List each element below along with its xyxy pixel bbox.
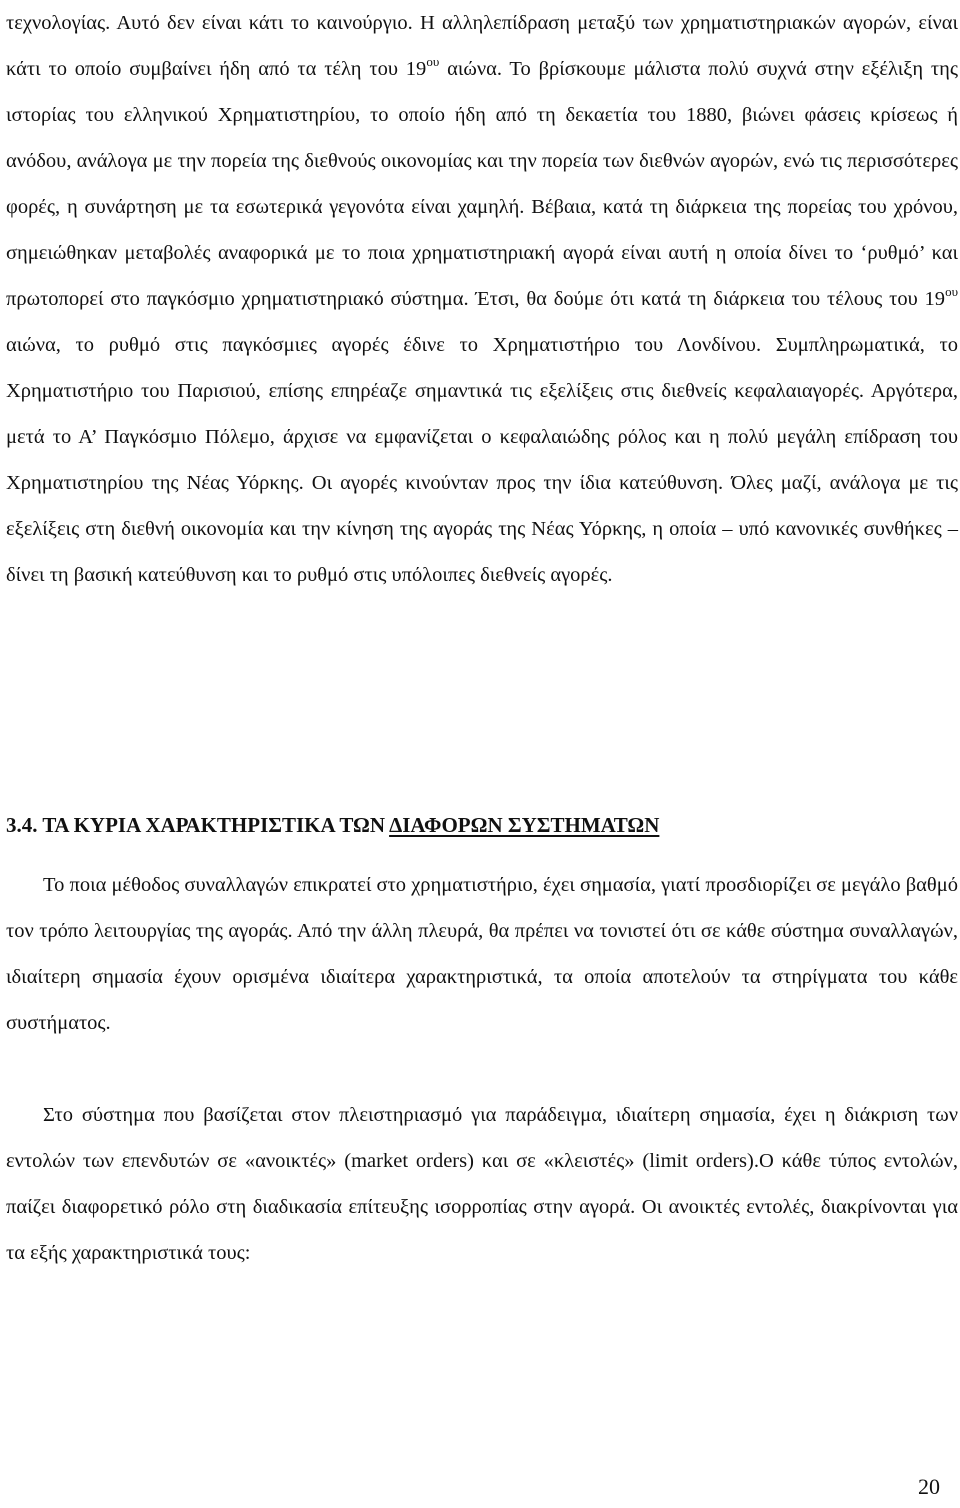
paragraph-text-segment: αιώνα, το ρυθμό στις παγκόσμιες αγορές έδινε το Χρηματιστήριο του Λονδίνου. Συμπληρωματικά, το Χρηματιστήριο του Παρισιού, επίσης επηρέαζε σημαντικά τις εξελίξεις στις διεθνείς κεφαλαιαγορές. Αργότερα, μετά το Α’ Παγκόσμιο Πόλεμο, άρχισε να εμφανίζεται ο κεφαλαιώδης ρόλος και η πολύ μεγάλη επίδραση του Χρηματιστηρίου της Νέας Υόρκης. Οι αγορές κινούνταν προς την ίδια κατεύθυνση. Όλες μαζί, ανάλογα με τις εξελίξεις στη διεθνή οικονομία και την κίνηση της αγοράς της Νέας Υόρκης, η οποία – υπό κανονικές συνθήκες – δίνει τη βασική κατεύθυνση και το ρυθμό στις υπόλοιπες διεθνείς αγορές. bbox=[6, 334, 958, 586]
section-heading-underlined: ΔΙΑΦΟΡΩΝ ΣΥΣΤΗΜΑΤΩΝ bbox=[389, 813, 660, 837]
paragraph-text-segment: τεχνολογίας. Αυτό δεν είναι κάτι το καινούργιο. Η αλληλεπίδραση μεταξύ των χρηματιστηριακών αγορών, είναι κάτι το οποίο συμβαίνει ήδη από τα τέλη του 19 bbox=[6, 12, 958, 80]
body-paragraph-order-types: Στο σύστημα που βασίζεται στον πλειστηριασμό για παράδειγμα, ιδιαίτερη σημασία, έχει η διάκριση των εντολών των επενδυτών σε «ανοικτές» (market orders) και σε «κλειστές» (limit orders).Ο κάθε τύπος εντολών, παίζει διαφορετικό ρόλο στη διαδικασία επίτευξης ισορροπίας στην αγορά. Οι ανοικτές εντολές, διακρίνονται για τα εξής χαρακτηριστικά τους: bbox=[6, 1104, 958, 1264]
paragraph-text-segment: αιώνα. Το βρίσκουμε μάλιστα πολύ συχνά στην εξέλιξη της ιστορίας του ελληνικού Χρηματιστηρίου, το οποίο ήδη από τη δεκαετία του 1880, βιώνει φάσεις κρίσεως ή ανόδου, ανάλογα με την πορεία της διεθνούς οικονομίας και την πορεία των διεθνών αγορών, ενώ τις περισσότερες φορές, η συνάρτηση με τα εσωτερικά γεγονότα είναι χαμηλή. Βέβαια, κατά τη διάρκεια της πορείας του χρόνου, σημειώθηκαν μεταβολές αναφορικά με το ποια χρηματιστηριακή αγορά είναι αυτή η οποία δίνει το ‘ρυθμό’ και πρωτοπορεί στο παγκόσμιο χρηματιστηριακό σύστημα. Έτσι, θα δούμε ότι κατά τη διάρκεια του τέλους του 19 bbox=[6, 58, 958, 310]
superscript-ordinal: ου bbox=[426, 54, 440, 69]
page-number: 20 bbox=[918, 1474, 940, 1499]
superscript-ordinal: ου bbox=[945, 284, 958, 299]
section-heading-prefix: 3.4. ΤΑ ΚΥΡΙΑ ΧΑΡΑΚΤΗΡΙΣΤΙΚΑ ΤΩΝ bbox=[6, 813, 390, 837]
body-paragraph-trading-methods: Το ποια μέθοδος συναλλαγών επικρατεί στο χρηματιστήριο, έχει σημασία, γιατί προσδιορίζει σε μεγάλο βαθμό τον τρόπο λειτουργίας της αγοράς. Από την άλλη πλευρά, θα πρέπει να τονιστεί ότι σε κάθε σύστημα συναλλαγών, ιδιαίτερη σημασία έχουν ορισμένα ιδιαίτερα χαρακτηριστικά, τα οποία αποτελούν τα στηρίγματα του κάθε συστήματος. bbox=[6, 874, 958, 1034]
section-heading bbox=[6, 805, 958, 845]
body-paragraph-history bbox=[6, 0, 958, 598]
